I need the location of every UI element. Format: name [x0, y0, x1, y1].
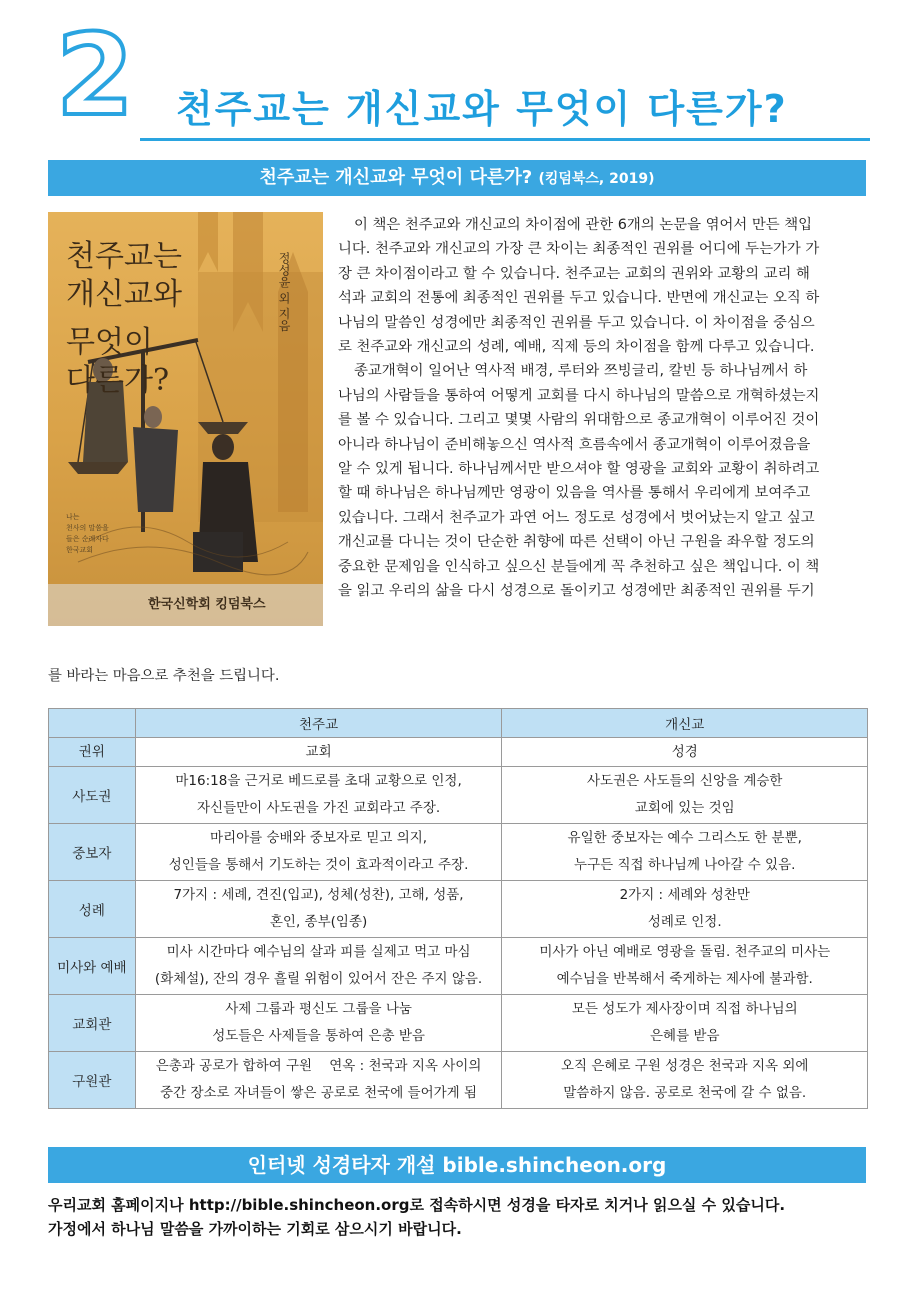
page-header: [48, 11, 870, 142]
title-underline: [140, 138, 870, 141]
protestant-cell: 성경: [502, 738, 868, 767]
book-title: 천주교는 개신교와 무엇이 다른가?: [259, 167, 533, 188]
table-row: [49, 938, 868, 995]
footer-line: 우리교회 홈페이지나 http://bible.shincheon.org로 접속하시면 성경을 타자로 치거나 읽으실 수 있습니다.: [48, 1196, 786, 1214]
table-row: [49, 767, 868, 824]
table-row: [49, 995, 868, 1052]
catholic-cell: 7가지 : 세례, 견진(입교), 성체(성찬), 고해, 성품, 혼인, 종부(임종): [135, 881, 502, 938]
cover-title-line: 천주교는: [66, 239, 182, 274]
table-row: [49, 1052, 868, 1109]
cover-subtext-line: 한국교회: [66, 546, 94, 554]
table-row: [49, 738, 868, 767]
protestant-cell: 모든 성도가 제사장이며 직접 하나님의 은혜를 받음: [502, 995, 868, 1052]
cover-title: [66, 238, 182, 400]
footer-band: [48, 1147, 866, 1183]
cover-publisher: 한국신학회 킹덤북스: [148, 597, 266, 612]
row-header: 미사와 예배: [49, 938, 136, 995]
book-title-band: [48, 160, 866, 196]
column-header-catholic: 천주교: [135, 709, 502, 738]
catholic-cell: 마16:18을 근거로 베드로를 초대 교황으로 인정, 자신들만이 사도권을 가진 교회라고 주장.: [135, 767, 502, 824]
cover-subtext: [66, 512, 186, 556]
article-line: 나님의 사람들을 통하여 어떻게 교회를 다시 하나님의 말씀으로 개혁하셨는지: [338, 387, 820, 404]
cover-subtext-line: 들은 순례자다: [66, 535, 109, 543]
table-corner: [49, 709, 136, 738]
footer-line: 가정에서 하나님 말씀을 가까이하는 기회로 삼으시기 바랍니다.: [48, 1220, 462, 1238]
article-last-line: [48, 664, 868, 688]
cover-title-line: 무엇이: [66, 325, 153, 360]
protestant-cell: 미사가 아닌 예배로 영광을 돌림. 천주교의 미사는 예수님을 반복해서 죽게하는 제사에 불과함.: [502, 938, 868, 995]
table-row: [49, 881, 868, 938]
row-header: 구원관: [49, 1052, 136, 1109]
row-header: 중보자: [49, 824, 136, 881]
article-line: 이 책은 천주교와 개신교의 차이점에 관한 6개의 논문을 엮어서 만든 책입: [354, 217, 813, 233]
cover-author: 정성윤 외 지음: [277, 252, 291, 332]
article-body: [338, 213, 868, 604]
article-line: 니다. 천주교와 개신교의 가장 큰 차이는 최종적인 권위를 어디에 두는가가 가: [338, 241, 820, 258]
protestant-cell: 오직 은혜로 구원 성경은 천국과 지옥 외에 말씀하지 않음. 공로로 천국에 갈 수 없음.: [502, 1052, 868, 1109]
article-line: 개신교를 다니는 것이 단순한 취향에 따른 선택이 아닌 구원을 좌우할 정도의: [338, 534, 815, 551]
article-line: 로 천주교와 개신교의 성례, 예배, 직제 등의 차이점을 함께 다루고 있습니다.: [338, 339, 815, 356]
article-line: 석과 교회의 전통에 최종적인 권위를 두고 있습니다. 반면에 개신교는 오직 하: [338, 290, 820, 307]
article-line: 을 읽고 우리의 삶을 다시 성경으로 돌이키고 성경에만 최종적인 권위를 두기: [338, 583, 815, 600]
book-source: (킹덤북스, 2019): [538, 171, 655, 187]
catholic-cell: 미사 시간마다 예수님의 살과 피를 실제고 먹고 마심 (화체설), 잔의 경우 흘릴 위험이 있어서 잔은 주지 않음.: [135, 938, 502, 995]
article-line: 를 바라는 마음으로 추천을 드립니다.: [48, 668, 280, 684]
footer-band-title: 인터넷 성경타자 개설 bible.shincheon.org: [247, 1153, 667, 1177]
column-header-protestant: 개신교: [502, 709, 868, 738]
cover-title-line: 개신교와: [66, 277, 182, 312]
row-header: 교회관: [49, 995, 136, 1052]
cover-title-line: 다른가?: [66, 363, 170, 398]
row-header: 성례: [49, 881, 136, 938]
section-number: 2: [56, 11, 134, 141]
article-line: 종교개혁이 일어난 역사적 배경, 루터와 쯔빙글리, 칼빈 등 하나님께서 하: [354, 363, 808, 380]
row-header: 권위: [49, 738, 136, 767]
article-line: 를 볼 수 있습니다. 그리고 몇몇 사람의 위대함으로 종교개혁이 이루어진 것이: [338, 412, 820, 429]
catholic-cell: 교회: [135, 738, 502, 767]
table-header-row: [49, 709, 868, 738]
cover-subtext-line: 천사의 말씀을: [66, 524, 109, 532]
cover-subtext-line: 나는: [66, 513, 80, 521]
article-line: 있습니다. 그래서 천주교가 과연 어느 정도로 성경에서 벗어났는지 알고 싶고: [338, 509, 815, 526]
row-header: 사도권: [49, 767, 136, 824]
article-line: 알 수 있게 됩니다. 하나님께서만 받으셔야 할 영광을 교회와 교황이 취하려고: [338, 461, 820, 478]
catholic-cell: 사제 그룹과 평신도 그룹을 나눔 성도들은 사제들을 통하여 은총 받음: [135, 995, 502, 1052]
book-cover-image: [48, 212, 323, 626]
article-line: 할 때 하나님은 하나님께만 영광이 있음을 역사를 통해서 우리에게 보여주고: [338, 485, 811, 502]
catholic-cell: 은총과 공로가 합하여 구원 연옥 : 천국과 지옥 사이의 중간 장소로 자녀들이 쌓은 공로로 천국에 들어가게 됨: [135, 1052, 502, 1109]
protestant-cell: 2가지 : 세례와 성찬만 성례로 인정.: [502, 881, 868, 938]
article-line: 장 큰 차이점이라고 할 수 있습니다. 천주교는 교회의 권위와 교황의 교리 해: [338, 265, 810, 282]
article-line: 아니라 하나님이 준비해놓으신 역사적 흐름속에서 종교개혁이 이루어졌음을: [338, 436, 811, 453]
table-row: [49, 824, 868, 881]
page-title: 천주교는 개신교와 무엇이 다른가?: [176, 87, 788, 131]
comparison-table: [48, 708, 868, 1109]
footer-text: [48, 1193, 785, 1241]
article-line: 중요한 문제임을 인식하고 싶으신 분들에게 꼭 추천하고 싶은 책입니다. 이 책: [338, 558, 820, 575]
catholic-cell: 마리아를 숭배와 중보자로 믿고 의지, 성인들을 통해서 기도하는 것이 효과적이라고 주장.: [135, 824, 502, 881]
protestant-cell: 유일한 중보자는 예수 그리스도 한 분뿐, 누구든 직접 하나님께 나아갈 수 있음.: [502, 824, 868, 881]
protestant-cell: 사도권은 사도들의 신앙을 계승한 교회에 있는 것임: [502, 767, 868, 824]
article-line: 나님의 말씀인 성경에만 최종적인 권위를 두고 있습니다. 이 차이점을 중심으: [338, 314, 815, 331]
